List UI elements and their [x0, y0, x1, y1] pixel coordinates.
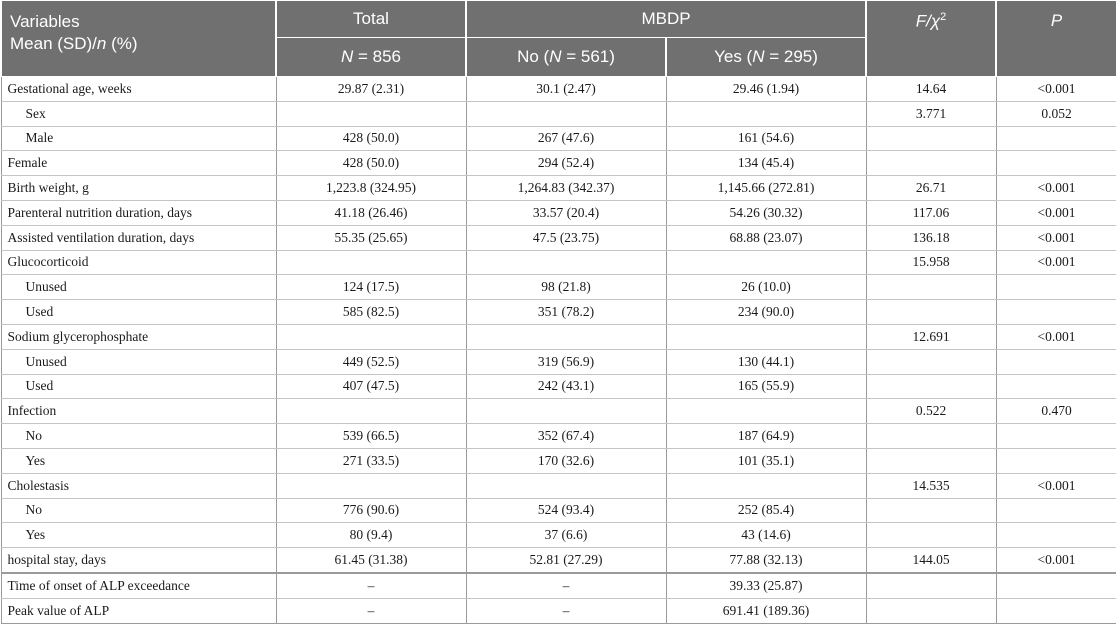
statistic-cell: 14.64 — [866, 77, 996, 102]
mbdp-no-cell: 524 (93.4) — [466, 498, 666, 523]
mbdp-no-cell: – — [466, 598, 666, 623]
variable-cell: No — [1, 424, 276, 449]
table-row — [1, 349, 1116, 374]
variable-cell: Female — [1, 151, 276, 176]
total-cell: 80 (9.4) — [276, 523, 466, 548]
table-row — [1, 275, 1116, 300]
mbdp-no-cell — [466, 399, 666, 424]
mbdp-no-cell: 351 (78.2) — [466, 300, 666, 325]
total-cell — [276, 473, 466, 498]
statistic-cell — [866, 448, 996, 473]
table-row — [1, 200, 1116, 225]
variable-cell: Peak value of ALP — [1, 598, 276, 623]
total-cell: 1,223.8 (324.95) — [276, 176, 466, 201]
total-cell: 449 (52.5) — [276, 349, 466, 374]
mbdp-yes-header — [666, 38, 866, 77]
mbdp-yes-cell: 134 (45.4) — [666, 151, 866, 176]
table-row — [1, 101, 1116, 126]
mbdp-yes-cell — [666, 473, 866, 498]
total-cell: 124 (17.5) — [276, 275, 466, 300]
table-row — [1, 424, 1116, 449]
total-cell: 585 (82.5) — [276, 300, 466, 325]
mbdp-yes-cell — [666, 101, 866, 126]
variable-cell: Assisted ventilation duration, days — [1, 225, 276, 250]
table-row — [1, 126, 1116, 151]
statistic-cell: 14.535 — [866, 473, 996, 498]
variables-header-line1: Variables — [10, 12, 80, 31]
mbdp-yes-cell: 1,145.66 (272.81) — [666, 176, 866, 201]
variable-cell: Unused — [1, 349, 276, 374]
mbdp-no-cell: 37 (6.6) — [466, 523, 666, 548]
mbdp-yes-cell: 26 (10.0) — [666, 275, 866, 300]
mbdp-no-cell: 30.1 (2.47) — [466, 77, 666, 102]
statistic-cell — [866, 598, 996, 623]
mbdp-yes-cell: 161 (54.6) — [666, 126, 866, 151]
p-value-cell: <0.001 — [996, 250, 1116, 275]
mbdp-yes-cell: 691.41 (189.36) — [666, 598, 866, 623]
p-value-cell — [996, 300, 1116, 325]
p-header — [996, 1, 1116, 77]
variable-cell: Birth weight, g — [1, 176, 276, 201]
table-row — [1, 374, 1116, 399]
mbdp-no-prefix: No ( — [517, 47, 550, 66]
mbdp-yes-cell — [666, 324, 866, 349]
variable-cell: Used — [1, 374, 276, 399]
mbdp-yes-suffix: = 295) — [764, 47, 818, 66]
table-row — [1, 523, 1116, 548]
mbdp-yes-cell: 130 (44.1) — [666, 349, 866, 374]
variable-cell: Time of onset of ALP exceedance — [1, 573, 276, 598]
variable-cell: Gestational age, weeks — [1, 77, 276, 102]
table-row — [1, 473, 1116, 498]
total-cell: 539 (66.5) — [276, 424, 466, 449]
table-row — [1, 250, 1116, 275]
variable-cell: hospital stay, days — [1, 548, 276, 573]
mbdp-yes-cell: 29.46 (1.94) — [666, 77, 866, 102]
table-row — [1, 176, 1116, 201]
p-value-cell: <0.001 — [996, 225, 1116, 250]
statistic-cell: 3.771 — [866, 101, 996, 126]
p-value-cell — [996, 349, 1116, 374]
total-cell — [276, 399, 466, 424]
variable-cell: Cholestasis — [1, 473, 276, 498]
statistic-f: F — [915, 11, 927, 31]
table-row — [1, 573, 1116, 598]
total-cell: 428 (50.0) — [276, 151, 466, 176]
p-value-cell: <0.001 — [996, 77, 1116, 102]
mbdp-no-cell: 242 (43.1) — [466, 374, 666, 399]
table-row — [1, 300, 1116, 325]
total-n-value: = 856 — [353, 47, 402, 66]
variable-cell: Used — [1, 300, 276, 325]
total-cell — [276, 101, 466, 126]
mbdp-no-cell: 267 (47.6) — [466, 126, 666, 151]
p-value-cell: <0.001 — [996, 176, 1116, 201]
statistic-cell — [866, 374, 996, 399]
mbdp-yes-cell: 54.26 (30.32) — [666, 200, 866, 225]
p-value-cell — [996, 126, 1116, 151]
mbdp-yes-cell: 252 (85.4) — [666, 498, 866, 523]
p-value-cell: <0.001 — [996, 473, 1116, 498]
p-value-cell — [996, 374, 1116, 399]
mbdp-yes-cell: 68.88 (23.07) — [666, 225, 866, 250]
p-value-cell — [996, 151, 1116, 176]
p-value-cell: <0.001 — [996, 200, 1116, 225]
p-value-cell — [996, 424, 1116, 449]
statistic-cell: 15.958 — [866, 250, 996, 275]
variable-cell: Parenteral nutrition duration, days — [1, 200, 276, 225]
statistic-cell — [866, 275, 996, 300]
mbdp-no-cell: 319 (56.9) — [466, 349, 666, 374]
statistic-cell: 136.18 — [866, 225, 996, 250]
statistic-cell — [866, 300, 996, 325]
statistic-cell — [866, 151, 996, 176]
p-value-cell: <0.001 — [996, 548, 1116, 573]
mbdp-yes-cell: 39.33 (25.87) — [666, 573, 866, 598]
total-cell: – — [276, 573, 466, 598]
variables-header-pct: (%) — [106, 34, 138, 53]
statistic-header — [866, 1, 996, 77]
p-value-cell — [996, 498, 1116, 523]
mbdp-no-cell — [466, 324, 666, 349]
variable-cell: Glucocorticoid — [1, 250, 276, 275]
statistic-cell: 144.05 — [866, 548, 996, 573]
mbdp-yes-cell: 77.88 (32.13) — [666, 548, 866, 573]
table-row — [1, 225, 1116, 250]
variable-cell: Sex — [1, 101, 276, 126]
total-n-header — [276, 38, 466, 77]
p-value-cell — [996, 448, 1116, 473]
statistic-cell — [866, 573, 996, 598]
mbdp-no-cell: 47.5 (23.75) — [466, 225, 666, 250]
total-n-letter: N — [340, 47, 354, 66]
variable-cell: Infection — [1, 399, 276, 424]
p-value-cell: 0.052 — [996, 101, 1116, 126]
mbdp-yes-cell — [666, 399, 866, 424]
table-row — [1, 399, 1116, 424]
mbdp-no-cell: 1,264.83 (342.37) — [466, 176, 666, 201]
mbdp-no-suffix: = 561) — [561, 47, 615, 66]
variables-header-n: n — [96, 34, 107, 53]
variable-cell: Male — [1, 126, 276, 151]
variable-cell: No — [1, 498, 276, 523]
statistic-sup: 2 — [940, 11, 947, 23]
p-value-cell — [996, 573, 1116, 598]
mbdp-no-cell: 52.81 (27.29) — [466, 548, 666, 573]
total-header: Total — [276, 1, 466, 38]
mbdp-no-cell: 352 (67.4) — [466, 424, 666, 449]
table-row — [1, 598, 1116, 623]
total-cell: 29.87 (2.31) — [276, 77, 466, 102]
mbdp-header: MBDP — [466, 1, 866, 38]
statistic-cell: 117.06 — [866, 200, 996, 225]
p-value-cell — [996, 598, 1116, 623]
mbdp-no-n-letter: N — [549, 47, 562, 66]
p-value-cell: <0.001 — [996, 324, 1116, 349]
statistic-cell — [866, 424, 996, 449]
statistic-cell — [866, 523, 996, 548]
p-header-label: P — [1050, 11, 1063, 30]
total-cell: – — [276, 598, 466, 623]
variables-header-mean: Mean (SD)/ — [10, 34, 97, 53]
table-row — [1, 324, 1116, 349]
p-value-cell: 0.470 — [996, 399, 1116, 424]
mbdp-yes-cell: 187 (64.9) — [666, 424, 866, 449]
variable-cell: Yes — [1, 448, 276, 473]
variable-cell: Unused — [1, 275, 276, 300]
table-row — [1, 548, 1116, 573]
mbdp-yes-cell: 101 (35.1) — [666, 448, 866, 473]
mbdp-yes-cell: 43 (14.6) — [666, 523, 866, 548]
statistic-cell: 26.71 — [866, 176, 996, 201]
table-row — [1, 151, 1116, 176]
statistic-cell — [866, 498, 996, 523]
mbdp-yes-n-letter: N — [752, 47, 765, 66]
p-value-cell — [996, 523, 1116, 548]
variable-cell: Sodium glycerophosphate — [1, 324, 276, 349]
total-cell: 61.45 (31.38) — [276, 548, 466, 573]
total-cell: 407 (47.5) — [276, 374, 466, 399]
total-cell — [276, 324, 466, 349]
table-row — [1, 448, 1116, 473]
statistic-cell — [866, 126, 996, 151]
mbdp-no-cell: 170 (32.6) — [466, 448, 666, 473]
total-cell: 428 (50.0) — [276, 126, 466, 151]
total-cell: 776 (90.6) — [276, 498, 466, 523]
mbdp-no-cell: 98 (21.8) — [466, 275, 666, 300]
variable-cell: Yes — [1, 523, 276, 548]
total-cell: 55.35 (25.65) — [276, 225, 466, 250]
mbdp-no-cell: 33.57 (20.4) — [466, 200, 666, 225]
statistic-cell: 12.691 — [866, 324, 996, 349]
variables-header — [1, 1, 276, 77]
mbdp-yes-cell: 234 (90.0) — [666, 300, 866, 325]
mbdp-no-cell — [466, 101, 666, 126]
mbdp-yes-cell: 165 (55.9) — [666, 374, 866, 399]
mbdp-yes-prefix: Yes ( — [714, 47, 753, 66]
table-row — [1, 498, 1116, 523]
total-cell: 41.18 (26.46) — [276, 200, 466, 225]
statistic-cell — [866, 349, 996, 374]
p-value-cell — [996, 275, 1116, 300]
total-cell — [276, 250, 466, 275]
statistic-cell: 0.522 — [866, 399, 996, 424]
mbdp-yes-cell — [666, 250, 866, 275]
total-cell: 271 (33.5) — [276, 448, 466, 473]
mbdp-no-cell: 294 (52.4) — [466, 151, 666, 176]
mbdp-no-cell: – — [466, 573, 666, 598]
table-row — [1, 77, 1116, 102]
mbdp-no-cell — [466, 250, 666, 275]
statistic-chi: /χ — [926, 11, 941, 31]
mbdp-no-cell — [466, 473, 666, 498]
mbdp-no-header — [466, 38, 666, 77]
